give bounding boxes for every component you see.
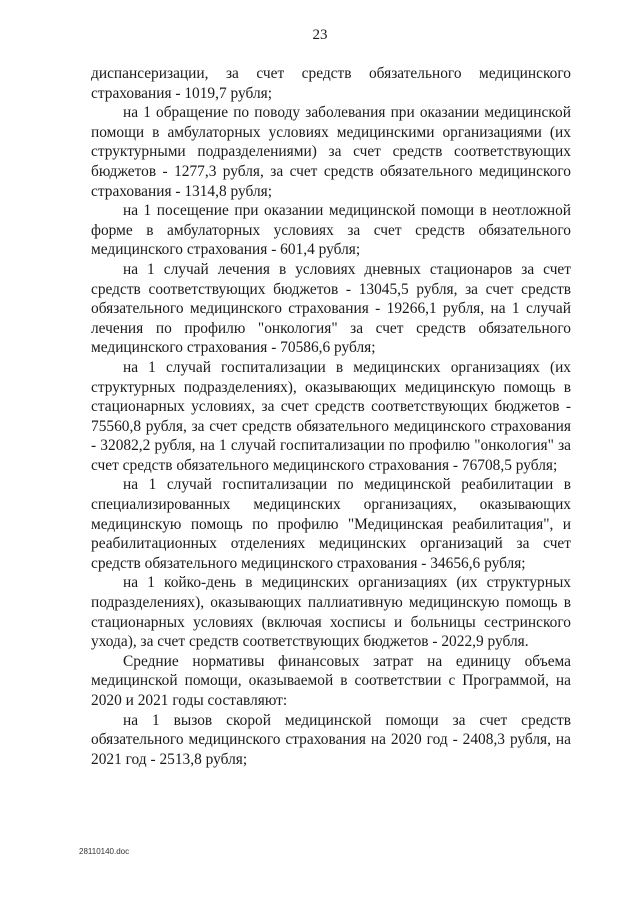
paragraph-outpatient-visit: на 1 обращение по поводу заболевания при оказании медицинской помощи в амбулаторных условиях медицинскими организациями (их структурными подразделениями) за счет средств соответствующих бюджетов - 1277,3 рубля, за счет средств обязательного медицинского страхования - 1314,8 рубля; — [91, 104, 571, 200]
paragraph-ambulance-call: на 1 вызов скорой медицинской помощи за счет средств обязательного медицинского страхования на 2020 год - 2408,3 рубля, на 2021 год - 2513,8 рубля; — [91, 711, 571, 768]
page-number: 23 — [312, 27, 328, 43]
paragraph-hospitalization: на 1 случай госпитализации в медицинских организациях (их структурных подразделениях), оказывающих медицинскую помощь в стационарных условиях, за счет средств соответствующих бюджетов - 75560,8 рубля, за счет средств обязательного медицинского страхования - 32082,2 рубля, на 1 случай госпитализации по профилю "онкология" за счет средств обязательного медицинского страхования - 76708,5 рубля; — [91, 358, 571, 474]
paragraph-dispensary: диспансеризации, за счет средств обязательного медицинского страхования - 1019,7 рубля; — [91, 65, 571, 102]
paragraph-palliative-care: на 1 койко-день в медицинских организациях (их структурных подразделениях), оказывающих паллиативную медицинскую помощь в стационарных условиях (включая хосписы и больницы сестринского ухода), за счет средств соответствующих бюджетов - 2022,9 рубля. — [91, 574, 571, 651]
paragraph-day-hospital: на 1 случай лечения в условиях дневных стационаров за счет средств соответствующих бюджетов - 13045,5 рубля, за счет средств обязательного медицинского страхования - 19266,1 рубля, на 1 случай лечения по профилю "онкология" за счет средств обязательного медицинского страхования - 70586,6 рубля; — [91, 260, 571, 357]
paragraph-average-standards: Средние нормативы финансовых затрат на единицу объема медицинской помощи, оказываемой в соответствии с Программой, на 2020 и 2021 годы составляют: — [91, 652, 571, 709]
paragraph-rehabilitation: на 1 случай госпитализации по медицинской реабилитации в специализированных медицинских организациях, оказывающих медицинскую помощь по профилю "Медицинская реабилитация", и реабилитационных отделениях медицинских организаций за счет средств обязательного медицинского страхования - 34656,6 рубля; — [91, 476, 571, 572]
footer-filename: 28110140.doc — [79, 847, 130, 856]
document-body — [91, 64, 571, 769]
paragraph-urgent-care: на 1 посещение при оказании медицинской помощи в неотложной форме в амбулаторных условиях за счет средств обязательного медицинского страхования - 601,4 рубля; — [91, 202, 571, 259]
